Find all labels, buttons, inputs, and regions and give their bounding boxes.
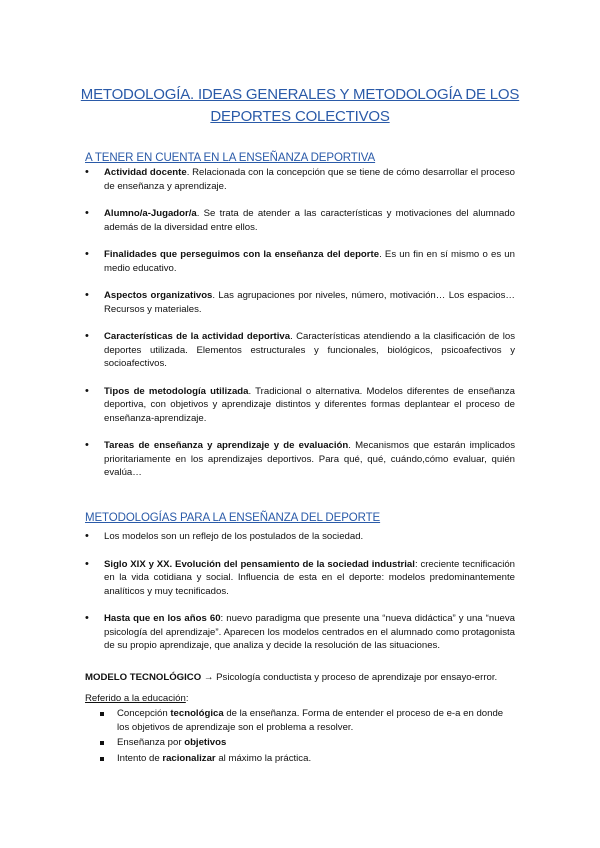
list-item: • Los modelos son un reflejo de los postulados de la sociedad. [85, 530, 515, 544]
list-item: Enseñanza por objetivos [98, 736, 516, 750]
square-bullet-list [98, 707, 516, 765]
list-item: • Aspectos organizativos. Las agrupaciones por niveles, número, motivación… Los espacios… Recursos y materiales. [85, 289, 515, 316]
referido-label: Referido a la educación [85, 693, 186, 704]
list-item: • Tipos de metodología utilizada. Tradicional o alternativa. Modelos diferentes de enseñanza deportiva, con objetivos y aprendizaje distintos y diferentes formas deplantear el proceso de enseñanza-aprendizaje. [85, 385, 515, 426]
list-item: • Tareas de enseñanza y aprendizaje y de evaluación. Mecanismos que estarán implicados prioritariamente en los aprendizajes deportivos. Para qué, qué, cuándo,cómo evaluar, quién evalúa… [85, 439, 515, 480]
arrow-icon: → [203, 672, 214, 683]
section-heading-ensenanza-deportiva: A TENER EN CUENTA EN LA ENSEÑANZA DEPORTIVA [85, 152, 376, 164]
list-item: Concepción tecnológica de la enseñanza. Forma de entender el proceso de e-a en donde los objetivos de aprendizaje son el problema a resolver. [98, 707, 516, 734]
list-item: • Siglo XIX y XX. Evolución del pensamiento de la sociedad industrial: creciente tecnificación en la vida cotidiana y social. Influencia de esta en el deporte: modelos predominantemente analíticos y muy tecnificados. [85, 558, 515, 599]
bullet-list-ensenanza [85, 166, 515, 480]
bullet-list-metodologias [85, 530, 515, 653]
modelo-tecnologico-line: MODELO TECNOLÓGICO → Psicología conductista y proceso de aprendizaje por ensayo-error. [85, 672, 498, 683]
section-heading-metodologias: METODOLOGÍAS PARA LA ENSEÑANZA DEL DEPORTE [85, 512, 381, 524]
list-item: Intento de racionalizar al máximo la práctica. [98, 752, 516, 766]
list-item: • Finalidades que perseguimos con la enseñanza del deporte. Es un fin en sí mismo o es un medio educativo. [85, 248, 515, 275]
list-item: • Alumno/a-Jugador/a. Se trata de atender a las características y motivaciones del alumnado además de la diversidad entre ellos. [85, 207, 515, 234]
referido-label-line: Referido a la educación: [85, 693, 189, 704]
list-item: • Actividad docente. Relacionada con la concepción que se tiene de cómo desarrollar el proceso de enseñanza y aprendizaje. [85, 166, 515, 193]
page-title: METODOLOGÍA. IDEAS GENERALES Y METODOLOGÍA DE LOS DEPORTES COLECTIVOS [80, 86, 520, 125]
list-item: • Características de la actividad deportiva. Características atendiendo a la clasificación de los deportes utilizada. Elementos estructurales y funcionales, biológicos, psicoafectivos y socioafectivos. [85, 330, 515, 371]
list-item: • Hasta que en los años 60: nuevo paradigma que presente una “nueva didáctica” y una “nueva psicología del aprendizaje”. Aparecen los modelos centrados en el alumnado como protagonista de su propio aprendizaje, que analiza y decide la resolución de las situaciones. [85, 612, 515, 653]
modelo-label: MODELO TECNOLÓGICO [85, 672, 202, 683]
